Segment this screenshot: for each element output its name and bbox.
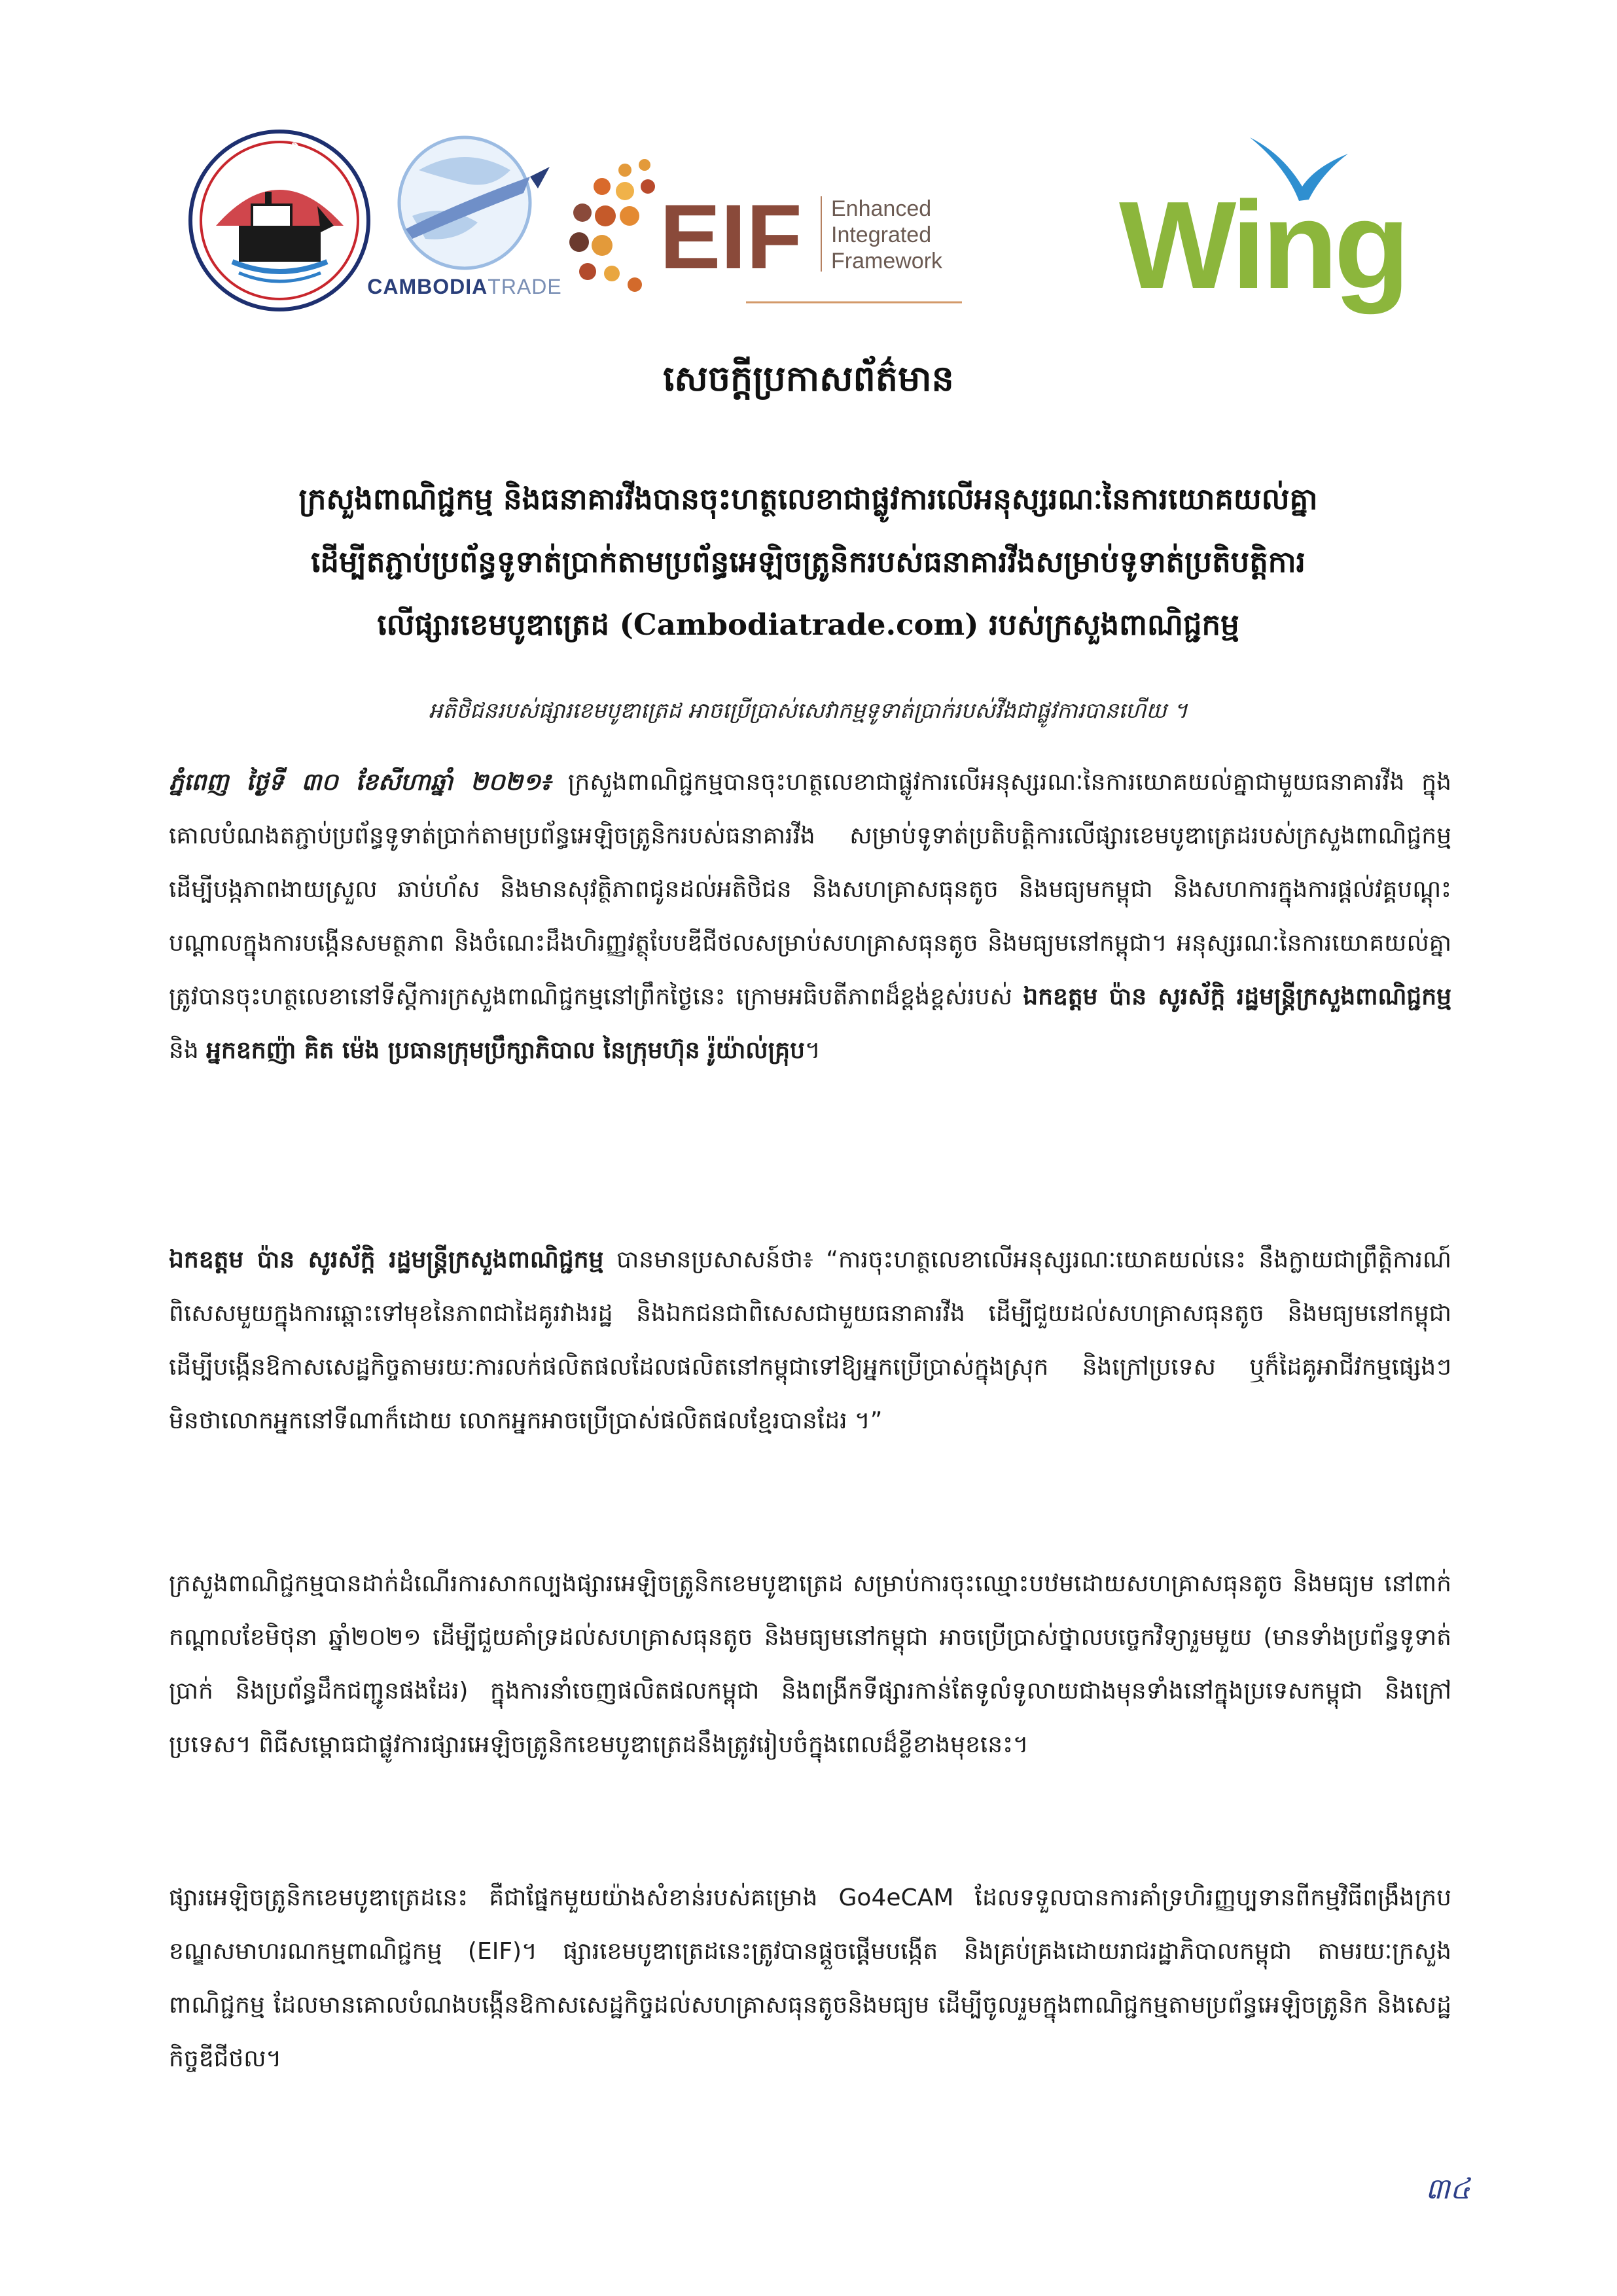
minister-name: ឯកឧត្តម ប៉ាន សូរស័ក្តិ រដ្ឋមន្ត្រីក្រសួងពាណិជ្ជកម្ម bbox=[1023, 983, 1451, 1010]
seal-text: ក្រសួងពាណិជ្ជកម្ម bbox=[232, 141, 327, 170]
seal-ring-text bbox=[187, 128, 373, 314]
chairman-name: អ្នកឧកញ៉ា គិត ម៉េង ប្រធានក្រុមប្រឹក្សាភិបាល នៃក្រុមហ៊ុន រ៉ូយ៉ាល់គ្រុប bbox=[206, 1037, 806, 1064]
eif-line2: Integrated bbox=[831, 222, 932, 247]
paragraph-2-text: បានមានប្រសាសន៍ថា៖ “ការចុះហត្ថលេខាលើអនុស្សរណៈយោគយល់នេះ នឹងក្លាយជាព្រឹត្តិការណ៍ពិសេសមួយក្នុងការឆ្ពោះទៅមុខនៃភាពជាដៃគូរវាងរដ្ឋ និងឯកជនជាពិសេសជាមួយធនាគារវីង ដើម្បីជួយដល់សហគ្រាសធុនតូច និងមធ្យមនៅកម្ពុជា ដើម្បីបង្កើនឱកាសសេដ្ឋកិច្ចតាមរយៈការលក់ផលិតផលដែលផលិតនៅកម្ពុជាទៅឱ្យអ្នកប្រើប្រាស់ក្នុងស្រុក និងក្រៅប្រទេស ឬក៏ដៃគូអាជីវកម្មផ្សេងៗមិនថាលោកអ្នកនៅទីណាក៏ដោយ លោកអ្នកអាចប្រើប្រាស់ផលិតផលខ្មែរបានដែរ ។” bbox=[169, 1246, 1451, 1434]
eif-line3: Framework bbox=[831, 249, 943, 274]
paragraph-3: ក្រសួងពាណិជ្ជកម្មបានដាក់ដំណើរការសាកល្បងផ្សារអេឡិចត្រូនិកខេមបូឌាត្រេដ សម្រាប់ការចុះឈ្មោះបឋមដោយសហគ្រាសធុនតូច និងមធ្យម នៅពាក់កណ្តាលខែមិថុនា ឆ្នាំ២០២១ ដើម្បីជួយគាំទ្រដល់សហគ្រាសធុនតូច និងមធ្យមនៅកម្ពុជា អាចប្រើប្រាស់ថ្នាលបច្ចេកវិទ្យារួមមួយ (មានទាំងប្រព័ន្ធទូទាត់ប្រាក់ និងប្រព័ន្ធដឹកជញ្ជូនផងដែរ) ក្នុងការនាំចេញផលិតផលកម្ពុជា និងពង្រីកទីផ្សារកាន់តែទូលំទូលាយជាងមុនទាំងនៅក្នុងប្រទេសកម្ពុជា និងក្រៅប្រទេស។ ពិធីសម្ពោធជាផ្លូវការផ្សារអេឡិចត្រូនិកខេមបូឌាត្រេដនឹងត្រូវរៀបចំក្នុងពេលដ៏ខ្លីខាងមុខនេះ។ bbox=[169, 1570, 1451, 1758]
subtitle: អតិថិជនរបស់ផ្សារខេមបូឌាត្រេដ អាចប្រើប្រាស់សេវាកម្មទូទាត់ប្រាក់របស់វីងជាផ្លូវការបានហើយ ។ bbox=[429, 698, 1188, 723]
paragraph-2 bbox=[169, 1233, 1451, 1448]
cambodiatrade-wordmark-light: TRADE bbox=[488, 275, 562, 298]
cambodiatrade-wordmark bbox=[363, 275, 566, 299]
eif-acronym: EIF bbox=[660, 185, 802, 288]
paragraph-4: ផ្សារអេឡិចត្រូនិកខេមបូឌាត្រេដនេះ គឺជាផ្នែកមួយយ៉ាងសំខាន់របស់គម្រោង Go4eCAM ដែលទទួលបានការគាំទ្រហិរញ្ញប្បទានពីកម្មវិធីពង្រឹងក្របខណ្ឌសមាហរណកម្មពាណិជ្ជកម្ម (EIF)។ ផ្សារខេមបូឌាត្រេដនេះត្រូវបានផ្តួចផ្តើមបង្កើត និងគ្រប់គ្រងដោយរាជរដ្ឋាភិបាលកម្ពុជា តាមរយៈក្រសួងពាណិជ្ជកម្ម ដែលមានគោលបំណងបង្កើនឱកាសសេដ្ឋកិច្ចដល់សហគ្រាសធុនតូចនិងមធ្យម ដើម្បីចូលរួមក្នុងពាណិជ្ជកម្មតាមប្រព័ន្ធអេឡិចត្រូនិក និងសេដ្ឋកិច្ចឌីជីថល។ bbox=[169, 1884, 1451, 2072]
conjunction-and: និង bbox=[169, 1037, 207, 1064]
eif-line1: Enhanced bbox=[831, 196, 932, 221]
page-mark: ៣៤ bbox=[1425, 2172, 1470, 2206]
eif-logo bbox=[563, 150, 968, 308]
svg-text:ក្រសួងពាណិជ្ជកម្ម bbox=[232, 141, 327, 171]
eif-dots-icon bbox=[569, 159, 655, 292]
dateline: ភ្នំពេញ ថ្ងៃទី ៣០ ខែសីហាឆ្នាំ ២០២១៖ bbox=[169, 769, 551, 796]
headline-line-3: លើផ្សារខេមបូឌាត្រេដ (Cambodiatrade.com) របស់ក្រសួងពាណិជ្ជកម្ម bbox=[377, 607, 1239, 642]
headline bbox=[216, 468, 1400, 656]
headline-line-2: ដើម្បីតភ្ជាប់ប្រព័ន្ធទូទាត់ប្រាក់តាមប្រព័ន្ធអេឡិចត្រូនិករបស់ធនាគារវីងសម្រាប់ទូទាត់ប្រតិបត្តិការ bbox=[311, 544, 1306, 579]
press-release-title: សេចក្តីប្រកាសព័ត៌មាន bbox=[663, 357, 954, 399]
cambodiatrade-wordmark-bold: CAMBODIA bbox=[367, 275, 488, 298]
paragraph-1 bbox=[169, 756, 1451, 1078]
wing-logo bbox=[1106, 128, 1446, 324]
speaker-name: ឯកឧត្តម ប៉ាន សូរស័ក្តិ រដ្ឋមន្ត្រីក្រសួងពាណិជ្ជកម្ម bbox=[169, 1246, 604, 1273]
wing-wordmark: Wing bbox=[1119, 176, 1406, 315]
paragraph-1-end: ។ bbox=[805, 1037, 821, 1064]
headline-line-1: ក្រសួងពាណិជ្ជកម្ម និងធនាគារវីងបានចុះហត្ថលេខាជាផ្លូវការលើអនុស្សរណៈនៃការយោគយល់គ្នា bbox=[298, 482, 1318, 516]
paragraph-1-text: ក្រសួងពាណិជ្ជកម្មបានចុះហត្ថលេខាជាផ្លូវការលើអនុស្សរណៈនៃការយោគយល់គ្នាជាមួយធនាគារវីង ក្នុងគោលបំណងតភ្ជាប់ប្រព័ន្ធទូទាត់ប្រាក់តាមប្រព័ន្ធអេឡិចត្រូនិករបស់ធនាគារវីង សម្រាប់ទូទាត់ប្រតិបត្តិការលើផ្សារខេមបូឌាត្រេដរបស់ក្រសួងពាណិជ្ជកម្ម ដើម្បីបង្កភាពងាយស្រួល ឆាប់ហ័ស និងមានសុវត្ថិភាពជូនដល់អតិថិជន និងសហគ្រាសធុនតូច និងមធ្យមកម្ពុជា និងសហការក្នុងការផ្តល់វគ្គបណ្តុះបណ្តាលក្នុងការបង្កើនសមត្ថភាព និងចំណេះដឹងហិរញ្ញវត្ថុបែបឌីជីថលសម្រាប់សហគ្រាសធុនតូច និងមធ្យមនៅកម្ពុជា។ អនុស្សរណៈនៃការយោគយល់គ្នា ត្រូវបានចុះហត្ថលេខានៅទីស្តីការក្រសួងពាណិជ្ជកម្មនៅព្រឹកថ្ងៃនេះ ក្រោមអធិបតីភាពដ៏ខ្ពង់ខ្ពស់របស់ bbox=[169, 769, 1452, 1010]
